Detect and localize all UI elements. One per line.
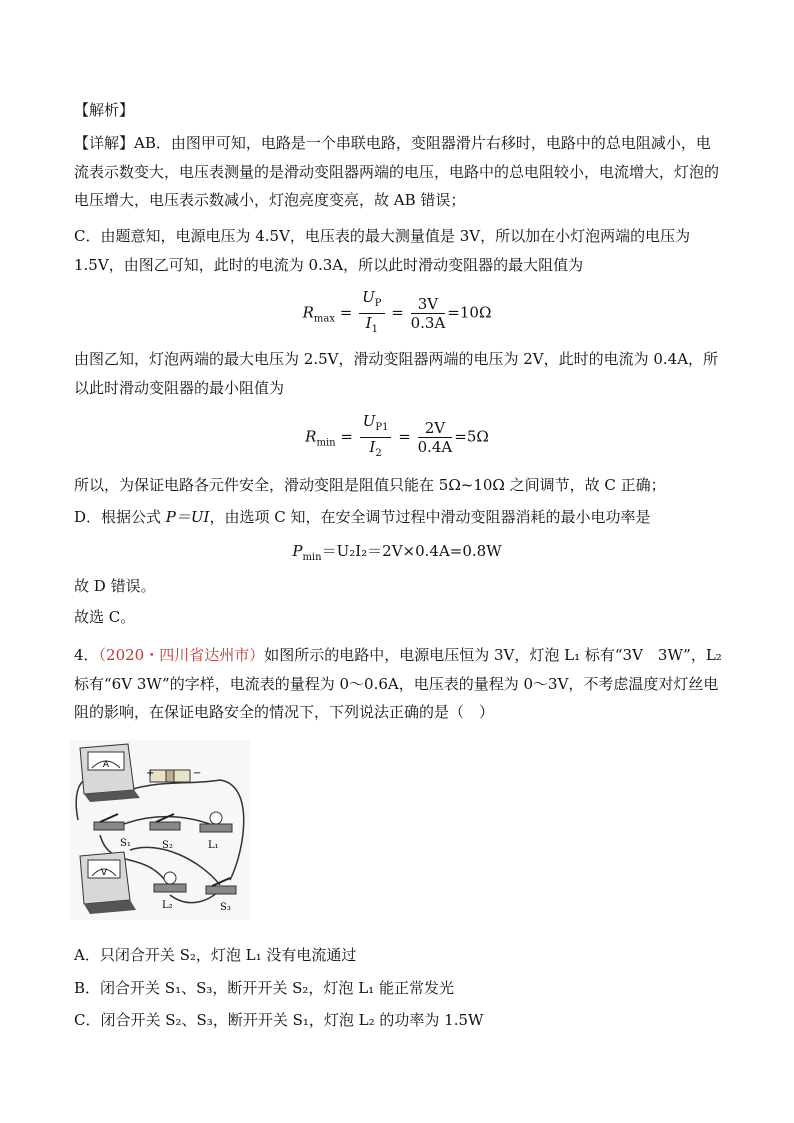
label-l2: L₂ — [162, 900, 173, 911]
eq2-num1: U — [362, 412, 376, 430]
paragraph-d2: 故 D 错误。 — [74, 577, 156, 595]
paragraph-c3: 所以，为保证电路各元件安全，滑动变阻是阻值只能在 5Ω~10Ω 之间调节，故 C 正确； — [74, 476, 666, 494]
eq1-den2: 0.3A — [410, 314, 446, 332]
eq2-fraction-2 — [418, 419, 453, 456]
eq1-lhs-sub: max — [313, 313, 335, 325]
equation-rmax: $R_{max}$ = $\frac{U_P}{I_1}$ = $\frac{3V}{0.3A}$ =10Ω — [0, 288, 794, 339]
eq2-den1-sub: 2 — [375, 448, 382, 459]
eq3-lhs-sub: min — [302, 552, 322, 563]
label-s1: S₁ — [120, 838, 131, 849]
eq1-den1: I — [365, 314, 372, 332]
eq1-num2: 3V — [411, 295, 446, 314]
label-l1: L₁ — [208, 840, 219, 851]
eq1-lhs: R — [302, 303, 314, 322]
formula-p-ui: P＝UI — [165, 508, 210, 526]
eq2-den2: 0.4A — [417, 438, 453, 456]
battery-plus: + — [146, 768, 155, 779]
eq2-den1: I — [369, 438, 376, 456]
detail-label: 【详解】 — [74, 134, 135, 152]
eq2-result: =5Ω — [454, 427, 489, 446]
question-4 — [74, 641, 724, 727]
equation-pmin — [0, 540, 794, 563]
eq2-fraction-1 — [360, 412, 392, 463]
paragraph-d1-post: ，由选项 C 知，在安全调节过程中滑动变阻器消耗的最小电功率是 — [209, 508, 651, 526]
eq2-lhs: R — [305, 427, 317, 446]
eq2-num2: 2V — [418, 419, 453, 438]
eq1-num1: U — [362, 288, 375, 306]
eq1-result: =10Ω — [447, 303, 492, 322]
paragraph-ab-text: AB．由图甲可知，电路是一个串联电路，变阻器滑片右移时，电路中的总电阻减小，电流表示数变大，电压表测量的是滑动变阻器两端的电压，电路中的总电阻较小，电流增大，灯泡的电压增大，电压表示数减小，灯泡亮度变亮，故 AB 错误； — [74, 134, 720, 209]
paragraph-select: 故选 C。 — [74, 608, 136, 626]
eq1-num1-sub: P — [374, 298, 382, 309]
question-4-number: 4． — [74, 646, 99, 664]
label-s3: S₃ — [220, 902, 231, 913]
question-4-text: 如图所示的电路中，电源电压恒为 3V，灯泡 L₁ 标有“3V 3W”，L₂ 标有“6V 3W”的字样，电流表的量程为 0～0.6A，电压表的量程为 0～3V，不考虑温度对灯丝电阻的影响，在保证电路安全的情况下，下列说法正确的是（ ） — [74, 646, 722, 721]
eq2-num1-sub: P1 — [375, 422, 389, 433]
circuit-figure — [70, 740, 250, 920]
eq3-lhs: P — [292, 542, 303, 560]
eq3-expr: ＝U₂I₂＝2V×0.4A=0.8W — [321, 542, 502, 560]
paragraph-ab — [74, 129, 724, 215]
paragraph-c2: 由图乙知，灯泡两端的最大电压为 2.5V，滑动变阻器两端的电压为 2V，此时的电流为 0.4A，所以此时滑动变阻器的最小阻值为 — [74, 350, 719, 397]
battery-minus: − — [193, 768, 202, 779]
option-c: C．闭合开关 S₂、S₃，断开开关 S₁，灯泡 L₂ 的功率为 1.5W — [74, 1011, 484, 1029]
paragraph-d1 — [74, 507, 651, 527]
ammeter-label: A — [102, 760, 110, 770]
eq1-fraction-1 — [359, 288, 384, 339]
label-s2: S₂ — [162, 840, 173, 851]
eq1-den1-sub: 1 — [371, 324, 378, 335]
option-a: A．只闭合开关 S₂，灯泡 L₁ 没有电流通过 — [74, 946, 357, 964]
paragraph-c1: C．由题意知，电源电压为 4.5V，电压表的最大测量值是 3V，所以加在小灯泡两端的电压为 1.5V，由图乙可知，此时的电流为 0.3A，所以此时滑动变阻器的最大阻值为 — [74, 227, 691, 274]
eq2-lhs-sub: min — [316, 437, 336, 449]
equation-rmin: $R_{min}$ = $\frac{U_{P1}}{I_2}$ = $\frac{2V}{0.4A}$ =5Ω — [0, 412, 794, 463]
question-4-source: （2020・四川省达州市） — [98, 646, 265, 664]
analysis-label: 【解析】 — [74, 101, 135, 119]
option-b: B．闭合开关 S₁、S₃，断开开关 S₂，灯泡 L₁ 能正常发光 — [74, 979, 454, 997]
eq1-fraction-2 — [411, 295, 446, 332]
voltmeter-label: V — [100, 868, 108, 878]
paragraph-d1-pre: D．根据公式 — [74, 508, 166, 526]
